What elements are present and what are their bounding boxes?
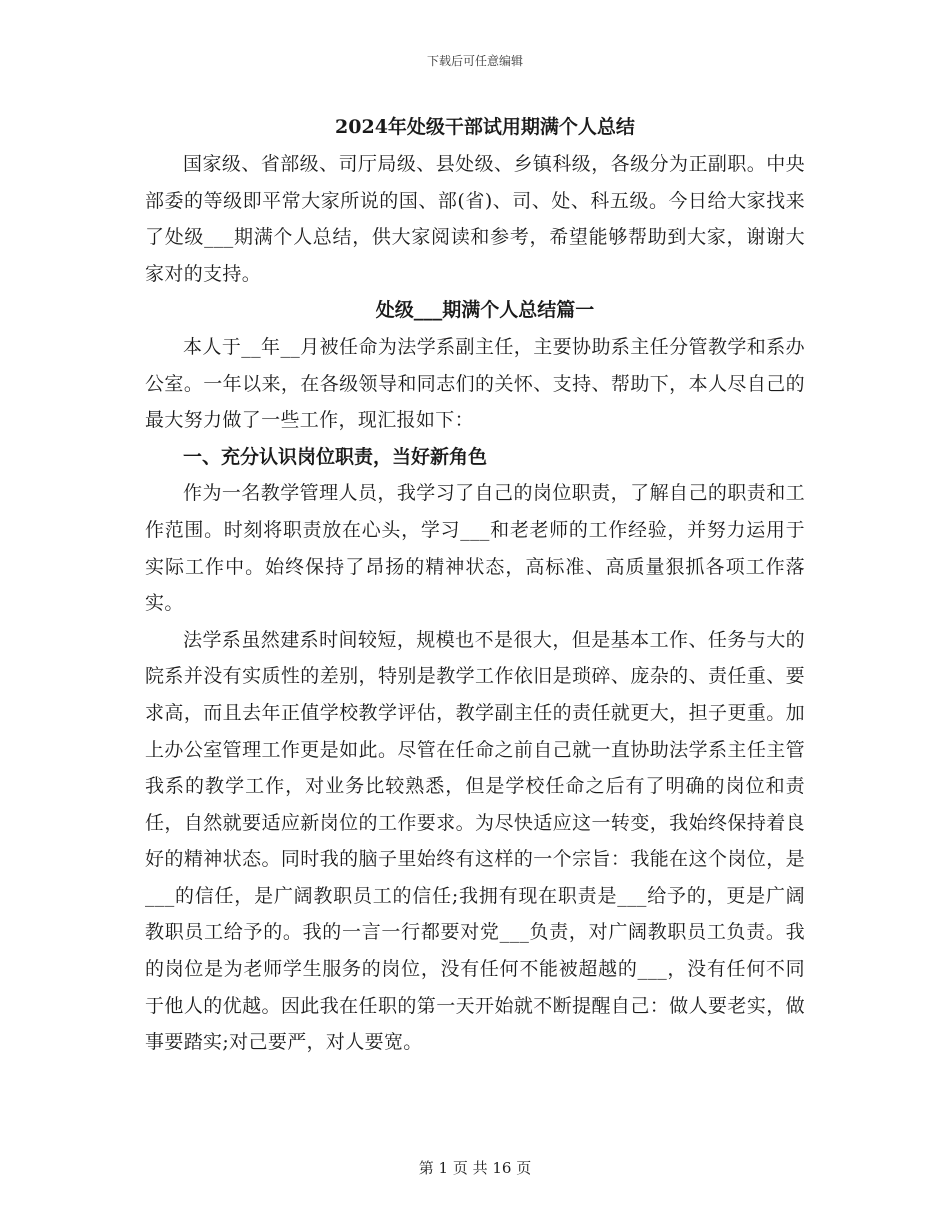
paragraph-3: 法学系虽然建系时间较短，规模也不是很大，但是基本工作、任务与大的院系并没有实质性的差别，特别是教学工作依旧是琐碎、庞杂的、责任重、要求高，而且去年正值学校教学评估，教学副主任的责任就更大，担子更重。加上办公室管理工作更是如此。尽管在任命之前自己就一直协助法学系主任主管我系的教学工作，对业务比较熟悉，但是学校任命之后有了明确的岗位和责任，自然就要适应新岗位的工作要求。为尽快适应这一转变，我始终保持着良好的精神状态。同时我的脑子里始终有这样的一个宗旨：我能在这个岗位，是___的信任，是广阔教职员工的信任;我拥有现在职责是___给予的，更是广阔教职员工给予的。我的一言一行都要对党___负责，对广阔教职员工负责。我的岗位是为老师学生服务的岗位，没有任何不能被超越的___，没有任何不同于他人的优越。因此我在任职的第一天开始就不断提醒自己：做人要老实，做事要踏实;对己要严，对人要宽。: [145, 628, 805, 1054]
paragraph-2: 作为一名教学管理人员，我学习了自己的岗位职责，了解自己的职责和工作范围。时刻将职责放在心头，学习___和老老师的工作经验，并努力运用于实际工作中。始终保持了昂扬的精神状态，高标准、高质量狠抓各项工作落实。: [145, 482, 805, 615]
section-heading-1: 一、充分认识岗位职责，当好新角色: [183, 445, 488, 468]
paragraph-1: 本人于__年__月被任命为法学系副主任，主要协助系主任分管教学和系办公室。一年以来，在各级领导和同志们的关怀、支持、帮助下，本人尽自己的最大努力做了一些工作，现汇报如下：: [145, 335, 805, 432]
page-number-footer: 第 1 页 共 16 页: [418, 1159, 532, 1177]
page-header-note: 下载后可任意编辑: [426, 54, 523, 68]
document-title: 2024年处级干部试用期满个人总结: [335, 116, 635, 138]
document-body: [145, 108, 805, 1061]
intro-paragraph: 国家级、省部级、司厅局级、县处级、乡镇科级，各级分为正副职。中央部委的等级即平常大家所说的国、部(省)、司、处、科五级。今日给大家找来了处级___期满个人总结，供大家阅读和参考，希望能够帮助到大家，谢谢大家对的支持。: [145, 153, 805, 285]
section-subtitle: 处级___期满个人总结篇一: [375, 299, 595, 322]
